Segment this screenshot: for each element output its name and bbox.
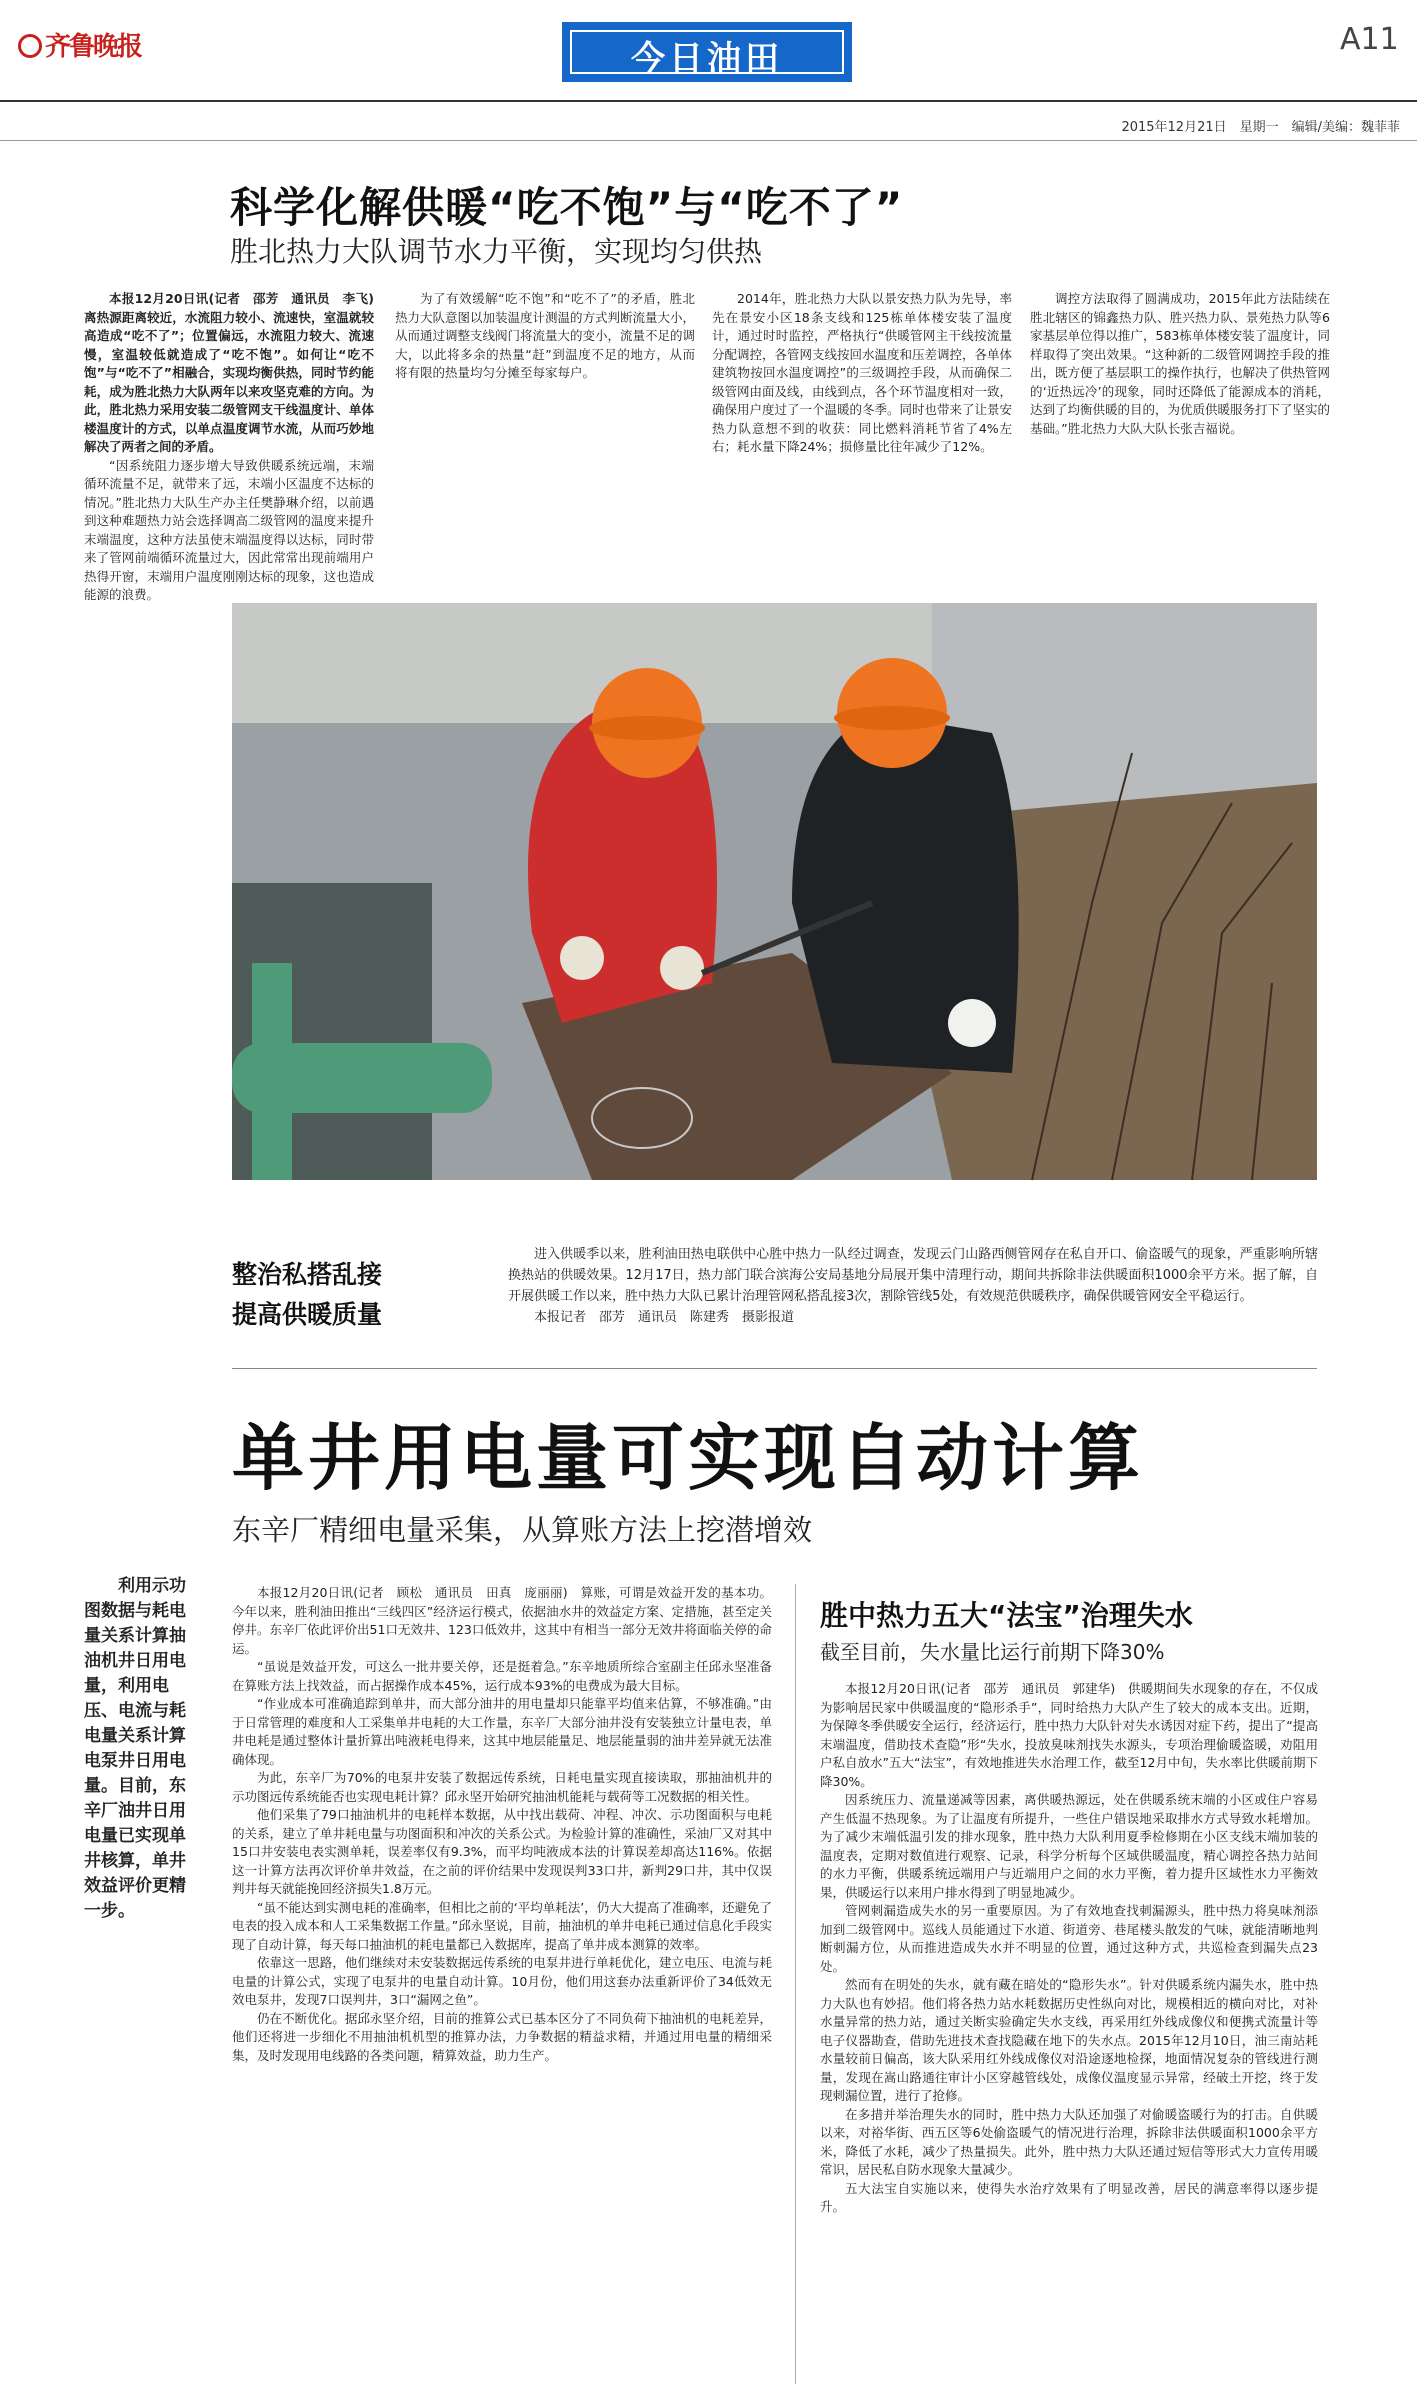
photo-credit: 本报记者 邵芳 通讯员 陈建秀 摄影报道 (534, 1310, 795, 1325)
article1-col-3 (712, 290, 1012, 560)
masthead (0, 0, 1417, 100)
article1-paragraph: 调控方法取得了圆满成功，2015年此方法陆续在胜北辖区的锦鑫热力队、胜兴热力队、景苑热力队等6家基层单位得以推广，583栋单体楼安装了温度计，同样取得了突出效果。“这种新的二级管网调控手段的推出，既方便了基层职工的操作执行，也解决了供热管网的‘近热远冷’的现象，同时还降低了能源成本的消耗，达到了均衡供暖的目的，为优质供暖服务打下了坚实的基础。”胜北热力大队大队长张吉福说。 (1030, 291, 1331, 436)
logo-icon (18, 34, 42, 58)
article3-paragraph: 五大法宝自实施以来，使得失水治疗效果有了明显改善，居民的满意率得以逐步提升。 (820, 2180, 1318, 2214)
logo-text: 齐鲁晚报 (45, 32, 142, 62)
masthead-rule (0, 100, 1417, 102)
article3-paragraph: 然而有在明处的失水，就有藏在暗处的“隐形失水”。针对供暖系统内漏失水，胜中热力大队也有妙招。他们将各热力站水耗数据历史性纵向对比，规模相近的横向对比，对补水量异常的热力站，通过关断实验确定失水支线，再采用红外线成像仪和便携式流量计等电子仪器勘查，借助先进技术查找隐藏在地下的失水点。2015年12月10日，油三南站耗水量较前日偏高，该大队采用红外线成像仪对沿途逐地检探，地面情况复杂的管线进行测量，发现在嵩山路通往审计小区穿越管线处，成像仪温度显示异常，经破土开挖，终于发现刺漏位置，进行了抢修。 (820, 1977, 1318, 2103)
photo-caption (508, 1244, 1318, 1328)
article2-paragraph: “虽不能达到实测电耗的准确率，但相比之前的‘平均单耗法’，仍大大提高了准确率，还避免了电表的投入成本和人工采集数据工作量。”邱永坚说，目前，抽油机的单井电耗已通过信息化手段实现了自动计算，每天每口抽油机的耗电量都已入数据库，提高了单井成本测算的效率。 (232, 1899, 772, 1952)
dateline: 2015年12月21日 星期一 编辑/美编：魏菲菲 (1121, 120, 1400, 135)
news-photo (232, 603, 1317, 1180)
photo-workers-illustration (232, 603, 1317, 1180)
caption-text: 进入供暖季以来，胜利油田热电联供中心胜中热力一队经过调查，发现云门山路西侧管网存在私自开口、偷盗暖气的现象，严重影响所辖换热站的供暖效果。12月17日，热力部门联合滨海公安局基地分局展开集中清理行动，期间共拆除非法供暖面积1000余平方米。据了解，自开展供暖工作以来，胜中热力大队已累计治理管网私搭乱接3次，割除管线5处，有效规范供暖秩序，确保供暖管网安全平稳运行。 (508, 1247, 1318, 1304)
column-divider (795, 1584, 796, 2384)
article3-subtitle: 截至目前，失水量比运行前期下降30% (820, 1640, 1165, 1664)
article2-paragraph: 为此，东辛厂为70%的电泵井安装了数据远传系统，日耗电量实现直接读取，那抽油机井的示功图远传系统能否也实现电耗计算？邱永坚开始研究抽油机能耗与载荷等工况数据的相关性。 (232, 1770, 772, 1804)
article1-paragraph: 2014年，胜北热力大队以景安热力队为先导，率先在景安小区18条支线和125栋单体楼安装了温度计，通过时时监控，严格执行“供暖管网主干线按流量分配调控，各管网支线按回水温度和压差调控，各单体建筑物按回水温度调控”的三级调控手段，从而确保二级管网由面及线，由线到点，各个环节温度相对一致，确保用户度过了一个温暖的冬季。同时也带来了让景安热力队意想不到的收获：同比燃料消耗节省了4%左右；耗水量下降24%；损修量比往年减少了12%。 (712, 291, 1013, 454)
section-banner (562, 22, 852, 82)
article2-paragraph: 本报12月20日讯(记者 顾松 通讯员 田真 庞丽丽) 算账，可谓是效益开发的基本功。今年以来，胜利油田推出“三线四区”经济运行模式，依据油水井的效益定方案、定措施，甚至定关停井。东辛厂依此评价出51口无效井、123口低效井，这其中有相当一部分无效井将面临关停的命运。 (232, 1585, 772, 1656)
section-title: 今日油田 (631, 39, 783, 79)
article3-paragraph: 因系统压力、流量递减等因素，离供暖热源远，处在供暖系统末端的小区或住户容易产生低温不热现象。为了让温度有所提升，一些住户错误地采取排水方式导致水耗增加。为了减少末端低温引发的排水现象，胜中热力大队利用夏季检修期在小区支线末端加装的温度表，定期对数值进行观察、记录，科学分析每个区域供暖温度，精心调控各热力站间的水力平衡，供暖系统远端用户与近端用户之间的水力平衡，着力提升区域性水力平衡效果，供暖运行以来用户排水得到了明显地减少。 (820, 1792, 1318, 1900)
article1-paragraph: 本报12月20日讯(记者 邵芳 通讯员 李飞) 离热源距离较近，水流阻力较小、流速快，室温就较高造成“吃不了”；位置偏远，水流阻力较大、流速慢，室温较低就造成了“吃不饱”。如何让“吃不饱”与“吃不了”相融合，实现均衡供热，同时节约能耗，成为胜北热力大队两年以来攻坚克难的方向。为此，胜北热力采用安装二级管网支干线温度计、单体楼温度计的方式，以单点温度调节水流，从而巧妙地解决了两者之间的矛盾。 (84, 291, 387, 454)
article2-paragraph: 依靠这一思路，他们继续对未安装数据远传系统的电泵井进行单耗优化，建立电压、电流与耗电量的计算公式，实现了电泵井的电量自动计算。10月份，他们用这套办法重新评价了34低效无效电泵井，发现7口误判井，3口“漏网之鱼”。 (232, 1955, 772, 2007)
section-rule (232, 1368, 1317, 1369)
newspaper-logo (18, 26, 141, 63)
photo-caption-title (232, 1255, 382, 1335)
article2-paragraph: “虽说是效益开发，可这么一批井要关停，还是挺着急。”东辛地质所综合室副主任邱永坚准备在算账方法上找效益，而占据操作成本45%，运行成本93%的电费成为最大目标。 (232, 1659, 772, 1693)
article1-subtitle: 胜北热力大队调节水力平衡，实现均匀供热 (230, 235, 763, 268)
article2-summary (84, 1574, 196, 1924)
article1-col-2 (395, 290, 695, 560)
caption-title-line: 整治私搭乱接 (232, 1260, 383, 1289)
article3-paragraph: 在多措并举治理失水的同时，胜中热力大队还加强了对偷暖盗暖行为的打击。自供暖以来，对裕华街、西五区等6处偷盗暖气的情况进行治理，拆除非法供暖面积1000余平方米，降低了水耗，减少了热量损失。此外，胜中热力大队还通过短信等形式大力宣传用暖常识，居民私自防水现象大量减少。 (820, 2106, 1318, 2177)
article2-title: 单井用电量可实现自动计算 (232, 1416, 1145, 1500)
dateline-rule (0, 140, 1417, 141)
article1-col-1 (84, 290, 387, 602)
article3-paragraph: 管网刺漏造成失水的另一重要原因。为了有效地查找刺漏源头，胜中热力将臭味剂添加到二级管网中。巡线人员能通过下水道、街道旁、巷尾楼头散发的气味，就能清晰地判断刺漏方位，从而推进造成失水并不明显的位置，通过这种方式，共巡检查到漏失点23处。 (820, 1903, 1318, 1974)
article2-paragraph: 他们采集了79口抽油机井的电耗样本数据，从中找出载荷、冲程、冲次、示功图面积与电耗的关系，建立了单井耗电量与功图面积和冲次的关系公式。为检验计算的准确性，采油厂又对其中15口井安装电表实测单耗，误差率仅有9.3%，而平均吨液成本法的计算误差却高达116%。依据这一计算方法再次评价单井效益，在之前的评价结果中发现误判33口井，新判29口井，其中仅误判井每天就能挽回经济损失1.8万元。 (232, 1807, 772, 1896)
article2-paragraph: 仍在不断优化。据邱永坚介绍，目前的推算公式已基本区分了不同负荷下抽油机的电耗差异，他们还将进一步细化不用抽油机机型的推算办法，力争数据的精益求精，并通过用电量的精细采集，及时发现用电线路的各类问题，精算效益，助力生产。 (232, 2010, 772, 2063)
article3-body (820, 1680, 1318, 2384)
article1-col-4 (1030, 290, 1330, 560)
article2-body (232, 1584, 772, 2384)
article3-paragraph: 本报12月20日讯(记者 邵芳 通讯员 郭建华) 供暖期间失水现象的存在，不仅成为影响居民家中供暖温度的“隐形杀手”，同时给热力大队产生了较大的成本支出。近期，为保障冬季供暖安全运行，经济运行，胜中热力大队针对失水诱因对症下药，提出了“提高末端温度，借助技术查隐”形“失水，投放臭味剂找失水源头，专项治理偷暖盗暖，劝阻用户私自放水”五大“法宝”，有效地推进失水治理工作，截至12月中旬，失水率比供暖前期下降30%。 (820, 1681, 1318, 1789)
article2-subtitle: 东辛厂精细电量采集，从算账方法上挖潜增效 (232, 1513, 813, 1547)
article1-title: 科学化解供暖“吃不饱”与“吃不了” (230, 183, 904, 232)
article3-title: 胜中热力五大“法宝”治理失水 (820, 1599, 1193, 1632)
article1-paragraph: 为了有效缓解“吃不饱”和“吃不了”的矛盾，胜北热力大队意图以加装温度计测温的方式判断流量大小，从而通过调整支线阀门将流量大的变小，流量不足的调大，以此将多余的热量“赶”到温度不足的地方，从而将有限的热量均匀分摊至每家每户。 (395, 291, 696, 380)
summary-text: 利用示功图数据与耗电量关系计算抽油机井日用电量，利用电压、电流与耗电量关系计算电泵井日用电量。目前，东辛厂油井日用电量已实现单井核算，单井效益评价更精一步。 (84, 1576, 186, 1921)
page-number: A11 (1340, 22, 1399, 57)
article2-paragraph: “作业成本可准确追踪到单井，而大部分油井的用电量却只能靠平均值来估算，不够准确。”由于日常管理的难度和人工采集单井电耗的大工作量，东辛厂大部分油井没有安装独立计量电表，单井电耗是通过整体计量折算出吨液耗电得来，这其中地层能量足、地层能量弱的油井差异就无法准确体现。 (232, 1696, 772, 1767)
article1-paragraph: “因系统阻力逐步增大导致供暖系统远端，末端循环流量不足，就带来了远，末端小区温度不达标的情况。”胜北热力大队生产办主任樊静琳介绍，以前遇到这种难题热力站会选择调高二级管网的温度来提升末端温度，这种方法虽使末端温度得以达标，同时带来了管网前端循环流量过大，因此常常出现前端用户热得开窗，末端用户温度刚刚达标的现象，这也造成能源的浪费。 (84, 457, 374, 602)
caption-title-line: 提高供暖质量 (232, 1300, 383, 1329)
